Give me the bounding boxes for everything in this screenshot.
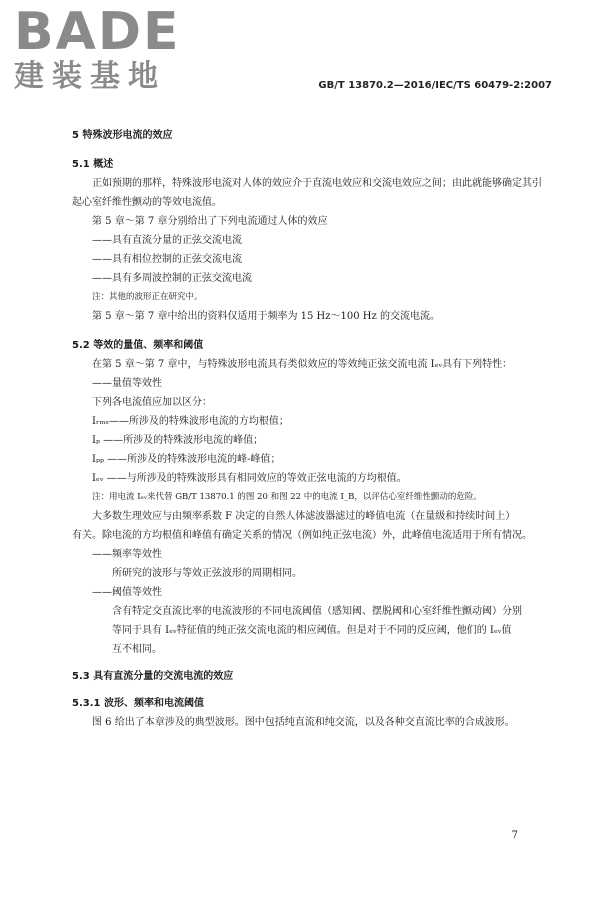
section-5-1-heading: 5.1 概述 — [72, 159, 114, 170]
list-item: ——具有多周波控制的正弦交流电流 — [92, 273, 252, 284]
paragraph: 图 6 给出了本章涉及的典型波形。图中包括纯直流和纯交流，以及各种交直流比率的合成波形。 — [92, 717, 515, 728]
logo-subtitle: 建装基地 — [14, 59, 166, 94]
page-number: 7 — [511, 830, 518, 841]
bade-logo — [14, 2, 181, 94]
paragraph: 第 5 章～第 7 章分别给出了下列电流通过人体的效应 — [92, 216, 328, 227]
section-5-3-1-heading: 5.3.1 波形、频率和电流阈值 — [72, 698, 204, 709]
list-item: ——阈值等效性 — [92, 587, 162, 598]
paragraph-continuation: 等同于具有 Iₑᵥ特征值的纯正弦交流电流的相应阈值。但是对于不同的反应阈，他们的 Iₑᵥ值 — [112, 625, 512, 636]
paragraph-continuation: 有关。除电流的方均根值和峰值有确定关系的情况（例如纯正弦电流）外，此峰值电流适用于所有情况。 — [72, 530, 532, 541]
list-item: ——频率等效性 — [92, 549, 162, 560]
section-5-heading: 5 特殊波形电流的效应 — [72, 130, 173, 141]
paragraph-continuation: 互不相同。 — [112, 644, 162, 655]
section-5-2-heading: 5.2 等效的量值、频率和阈值 — [72, 340, 204, 351]
standard-number: GB/T 13870.2—2016/IEC/TS 60479-2:2007 — [318, 80, 552, 91]
definition-item: Iₚₚ ——所涉及的特殊波形电流的峰-峰值； — [92, 454, 281, 465]
list-item: ——具有直流分量的正弦交流电流 — [92, 235, 242, 246]
paragraph: 所研究的波形与等效正弦波形的周期相同。 — [112, 568, 302, 579]
list-item: ——具有相位控制的正弦交流电流 — [92, 254, 242, 265]
section-5-3-heading: 5.3 具有直流分量的交流电流的效应 — [72, 671, 234, 682]
paragraph: 含有特定交直流比率的电流波形的不同电流阈值（感知阈、摆脱阈和心室纤维性颤动阈）分别 — [112, 606, 522, 617]
paragraph: 大多数生理效应与由频率系数 F 决定的自然人体滤波器滤过的峰值电流（在量级和持续时间上） — [92, 511, 516, 522]
note: 注：其他的波形正在研究中。 — [92, 292, 203, 302]
paragraph: 第 5 章～第 7 章中给出的资料仅适用于频率为 15 Hz～100 Hz 的交流电流。 — [92, 311, 440, 322]
definition-item: Iᵣₘₛ——所涉及的特殊波形电流的方均根值； — [92, 416, 289, 427]
paragraph: 正如预期的那样，特殊波形电流对人体的效应介于直流电效应和交流电效应之间；由此就能够确定其引起心室纤维性颤动的等效电流值。 — [72, 178, 542, 208]
document-body — [72, 120, 550, 732]
definition-item: Iₑᵥ ——与所涉及的特殊波形具有相同效应的等效正弦电流的方均根值。 — [92, 473, 407, 484]
definition-item: Iₚ ——所涉及的特殊波形电流的峰值； — [92, 435, 264, 446]
list-item: ——量值等效性 — [92, 378, 162, 389]
note: 注：用电流 Iₑᵥ来代替 GB/T 13870.1 的图 20 和图 22 中的电流 I_B，以评估心室纤维性颤动的危险。 — [92, 492, 482, 502]
paragraph: 在第 5 章～第 7 章中，与特殊波形电流具有类似效应的等效纯正弦交流电流 Iₑᵥ具有下列特性： — [92, 359, 513, 370]
logo-mark: BADE — [14, 2, 181, 62]
paragraph: 下列各电流值应加以区分： — [92, 397, 212, 408]
